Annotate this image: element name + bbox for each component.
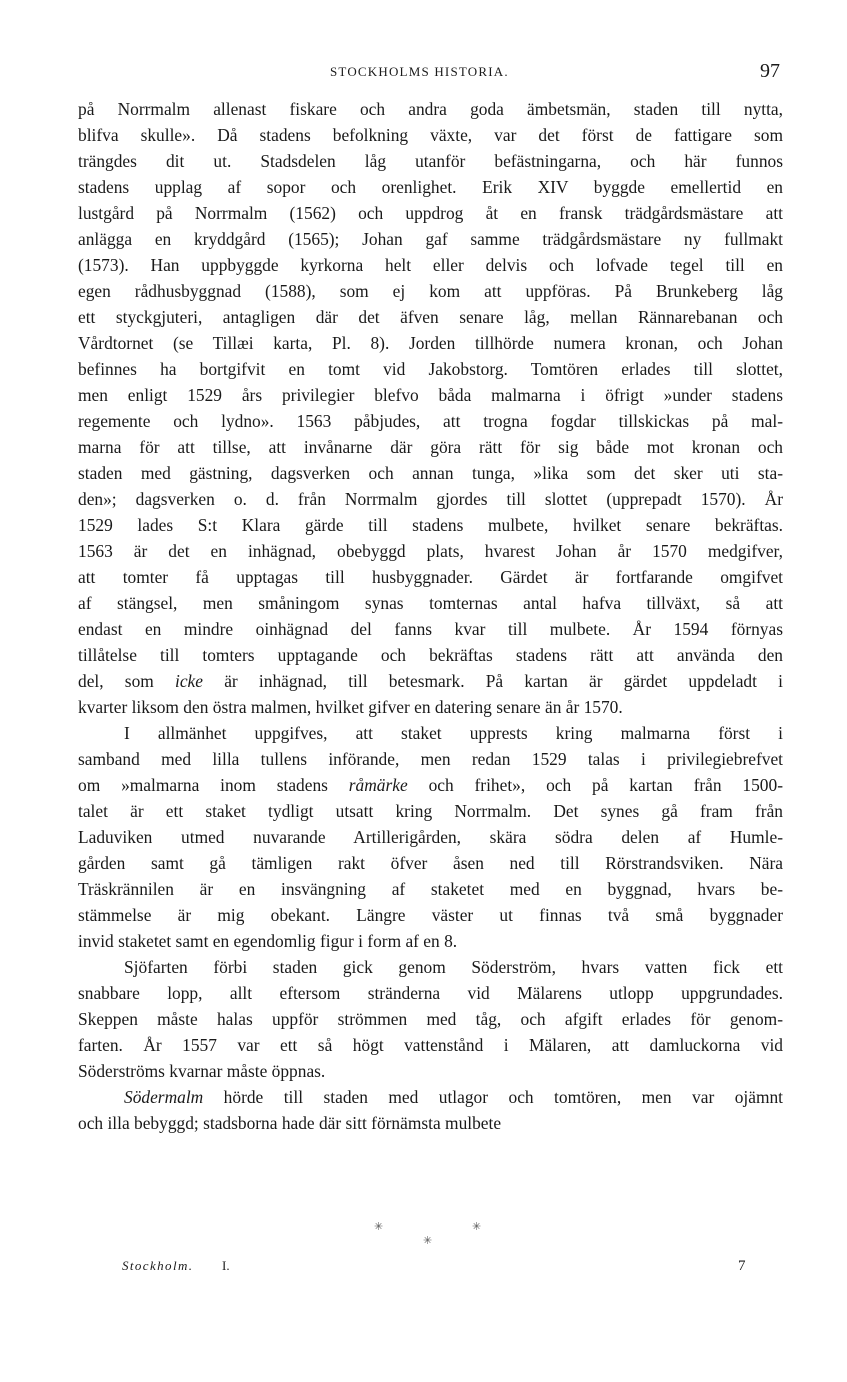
text-line: på Norrmalm allenast fiskare och andra goda ämbetsmän, staden till nytta, <box>78 99 783 119</box>
text-line: af stängsel, men småningom synas tomternas antal hafva tillväxt, så att <box>78 593 783 613</box>
page-number: 97 <box>760 60 780 82</box>
text-line: marna för att tillse, att invånarne där göra rätt för sig både mot kronan och <box>78 437 783 457</box>
text-line: gården samt gå tämligen rakt öfver åsen ned till Rörstrandsviken. Nära <box>78 853 783 873</box>
text-line: den»; dagsverken o. d. från Norrmalm gjordes till slottet (upprepadt 1570). År <box>78 489 783 509</box>
running-title: STOCKHOLMS HISTORIA. <box>330 64 509 79</box>
text-line: stadens upplag af sopor och orenlighet. Erik XIV byggde emellertid en <box>78 177 783 197</box>
paragraph-4 <box>78 1084 783 1136</box>
paragraph-3 <box>78 954 783 1084</box>
text-line: talet är ett staket tydligt utsatt kring Norrmalm. Det synes gå fram från <box>78 801 783 821</box>
text-line: Vårdtornet (se Tillæi karta, Pl. 8). Jorden tillhörde numera kronan, och Johan <box>78 333 783 353</box>
text-line: befinnes ha bortgifvit en tomt vid Jakobstorg. Tomtören erlades till slottet, <box>78 359 783 379</box>
signature-mark: Stockholm. <box>122 1258 194 1273</box>
text-line: ett styckgjuteri, antagligen där det äfven senare låg, mellan Rännarebanan och <box>78 307 783 327</box>
text-line: tillåtelse till tomters upptagande och bekräftas stadens rätt att använda den <box>78 645 783 665</box>
sheet-number: 7 <box>738 1258 746 1274</box>
text-line: snabbare lopp, allt eftersom stränderna vid Mälarens utlopp uppgrundades. <box>78 983 783 1003</box>
section-ornament <box>0 1220 847 1250</box>
text-line: regemente och lydno». 1563 påbjudes, att trogna fogdar tillskickas på mal- <box>78 411 783 431</box>
text-line: staden med gästning, dagsverken och annan tunga, »lika som det sker uti sta- <box>78 463 783 483</box>
text-line: samband med lilla tullens införande, men redan 1529 talas i privilegiebrefvet <box>78 749 783 769</box>
text-run: är inhägnad, till betesmark. På kartan är gärdet uppdeladt i <box>203 671 783 691</box>
volume-mark: I. <box>222 1258 230 1273</box>
text-line: kvarter liksom den östra malmen, hvilket gifver en datering senare än år 1570. <box>78 697 623 717</box>
text-line: endast en mindre oinhägnad del fanns kvar till mulbete. År 1594 förnyas <box>78 619 783 639</box>
asterisk-icon: ✳ <box>374 1220 384 1233</box>
text-line: egen rådhusbyggnad (1588), som ej kom att uppföras. På Brunkeberg låg <box>78 281 783 301</box>
text-line: I allmänhet uppgifves, att staket upprests kring malmarna först i <box>124 723 783 743</box>
text-line: att tomter få upptagas till husbyggnader. Gärdet är fortfarande omgifvet <box>78 567 783 587</box>
text-line: anlägga en kryddgård (1565); Johan gaf samme trädgårdsmästare ny fullmakt <box>78 229 783 249</box>
text-line: Träskrännilen är en insvängning af staketet med en byggnad, hvars be- <box>78 879 783 899</box>
emphasis: icke <box>175 671 203 691</box>
text-line: trängdes dit ut. Stadsdelen låg utanför befästningarna, och här funnos <box>78 151 783 171</box>
text-line: och illa bebyggd; stadsborna hade där sitt förnämsta mulbete <box>78 1113 502 1133</box>
text-line: lustgård på Norrmalm (1562) och uppdrog åt en fransk trädgårdsmästare att <box>78 203 783 223</box>
text-line: farten. År 1557 var ett så högt vattenstånd i Mälaren, att damluckorna vid <box>78 1035 783 1055</box>
text-line: 1529 lades S:t Klara gärde till stadens mulbete, hvilket senare bekräftas. <box>78 515 783 535</box>
text-line: Söderströms kvarnar måste öppnas. <box>78 1061 326 1081</box>
page-footer <box>0 1258 847 1278</box>
text-line: (1573). Han uppbyggde kyrkorna helt eller delvis och lofvade tegel till en <box>78 255 783 275</box>
text-line: blifva skulle». Då stadens befolkning växte, var det först de fattigare som <box>78 125 783 145</box>
emphasis: Södermalm <box>124 1087 204 1107</box>
asterisk-icon: ✳ <box>472 1220 482 1233</box>
text-run: del, som <box>78 671 175 691</box>
text-run: om »malmarna inom stadens <box>78 775 349 795</box>
text-run: och frihet», och på kartan från 1500- <box>407 775 783 795</box>
text-line <box>78 1084 783 1110</box>
text-line: men enligt 1529 års privilegier blefvo båda malmarna i öfrigt »under stadens <box>78 385 783 405</box>
body-text <box>78 96 783 1136</box>
text-line: invid staketet samt en egendomlig figur i form af en 8. <box>78 931 458 951</box>
running-head <box>0 60 847 86</box>
text-line: 1563 är det en inhägnad, obebyggd plats, hvarest Johan år 1570 medgifver, <box>78 541 783 561</box>
emphasis: råmärke <box>348 775 408 795</box>
text-line: Laduviken utmed nuvarande Artillerigården, skära södra delen af Humle- <box>78 827 783 847</box>
text-line: Skeppen måste halas uppför strömmen med tåg, och afgift erlades för genom- <box>78 1009 783 1029</box>
text-line: Sjöfarten förbi staden gick genom Söderström, hvars vatten fick ett <box>124 957 783 977</box>
text-line: stämmelse är mig obekant. Längre väster ut finnas två små byggnader <box>78 905 783 925</box>
paragraph-2 <box>78 720 783 954</box>
text-line <box>78 668 783 694</box>
paragraph-1 <box>78 96 783 720</box>
text-line <box>78 772 783 798</box>
text-run: hörde till staden med utlagor och tomtören, men var ojämnt <box>203 1087 783 1107</box>
asterisk-icon: ✳ <box>423 1234 433 1247</box>
